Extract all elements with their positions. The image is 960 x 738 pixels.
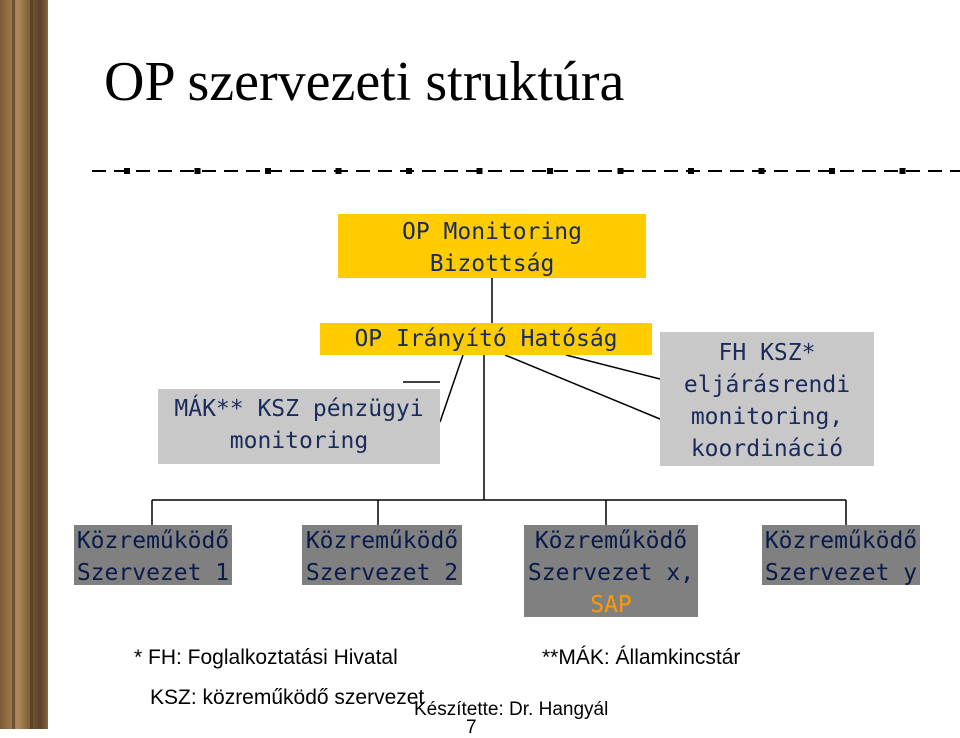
divider-dot [547,168,553,174]
box-line: Szervezet y [764,560,918,586]
connector-authority-fh-2 [566,355,660,379]
box-line: Szervezet 2 [305,560,459,586]
box-line: Közreműködő [305,528,459,554]
box-line: Szervezet 1 [76,560,230,586]
divider-dot [477,168,483,174]
box-line: Közreműködő [534,528,688,554]
box-line: FH KSZ* [718,340,816,366]
mak-box [158,389,440,464]
divider-dot [406,168,412,174]
divider-dot [900,168,906,174]
box-line: Közreműködő [764,528,918,554]
footnote-mak: **MÁK: Államkincstár [542,646,741,669]
footnote-fh: * FH: Foglalkoztatási Hivatal [134,646,398,669]
monitoring-committee-box [338,214,646,278]
divider-dot [265,168,271,174]
connector-authority-mak [440,355,463,422]
box-line: Bizottság [429,251,555,277]
divider-dot [336,168,342,174]
box-line: monitoring [229,428,369,454]
box-line: Közreműködő [76,528,230,554]
divider-dot [688,168,694,174]
intermediate-body-1-box [74,525,232,585]
box-line: MÁK** KSZ pénzügyi [174,396,424,422]
sap-label: SAP [590,592,632,618]
intermediate-body-y-box [762,525,920,585]
box-line: koordináció [690,436,844,462]
connector-authority-fh [505,355,660,419]
footnote-ksz: KSZ: közreműködő szervezet [150,686,425,709]
intermediate-body-2-box [302,525,462,585]
box-line: monitoring, [690,404,844,430]
divider-dot [829,168,835,174]
box-line: OP Irányító Hatóság [354,326,618,352]
fh-ksz-box [660,332,874,466]
managing-authority-box [320,323,652,355]
page-number: 7 [466,717,477,738]
slide-title: OP szervezeti struktúra [104,51,625,113]
box-line: OP Monitoring [401,219,582,245]
divider-dot [618,168,624,174]
title-divider [92,168,960,174]
author-credit: Készítette: Dr. Hangyál [414,699,609,720]
box-line: Szervezet x, [527,560,695,586]
divider-dot [124,168,130,174]
divider-dot [759,168,765,174]
divider-dot [195,168,201,174]
intermediate-body-x-box [524,525,698,617]
box-line: eljárásrendi [683,372,851,398]
